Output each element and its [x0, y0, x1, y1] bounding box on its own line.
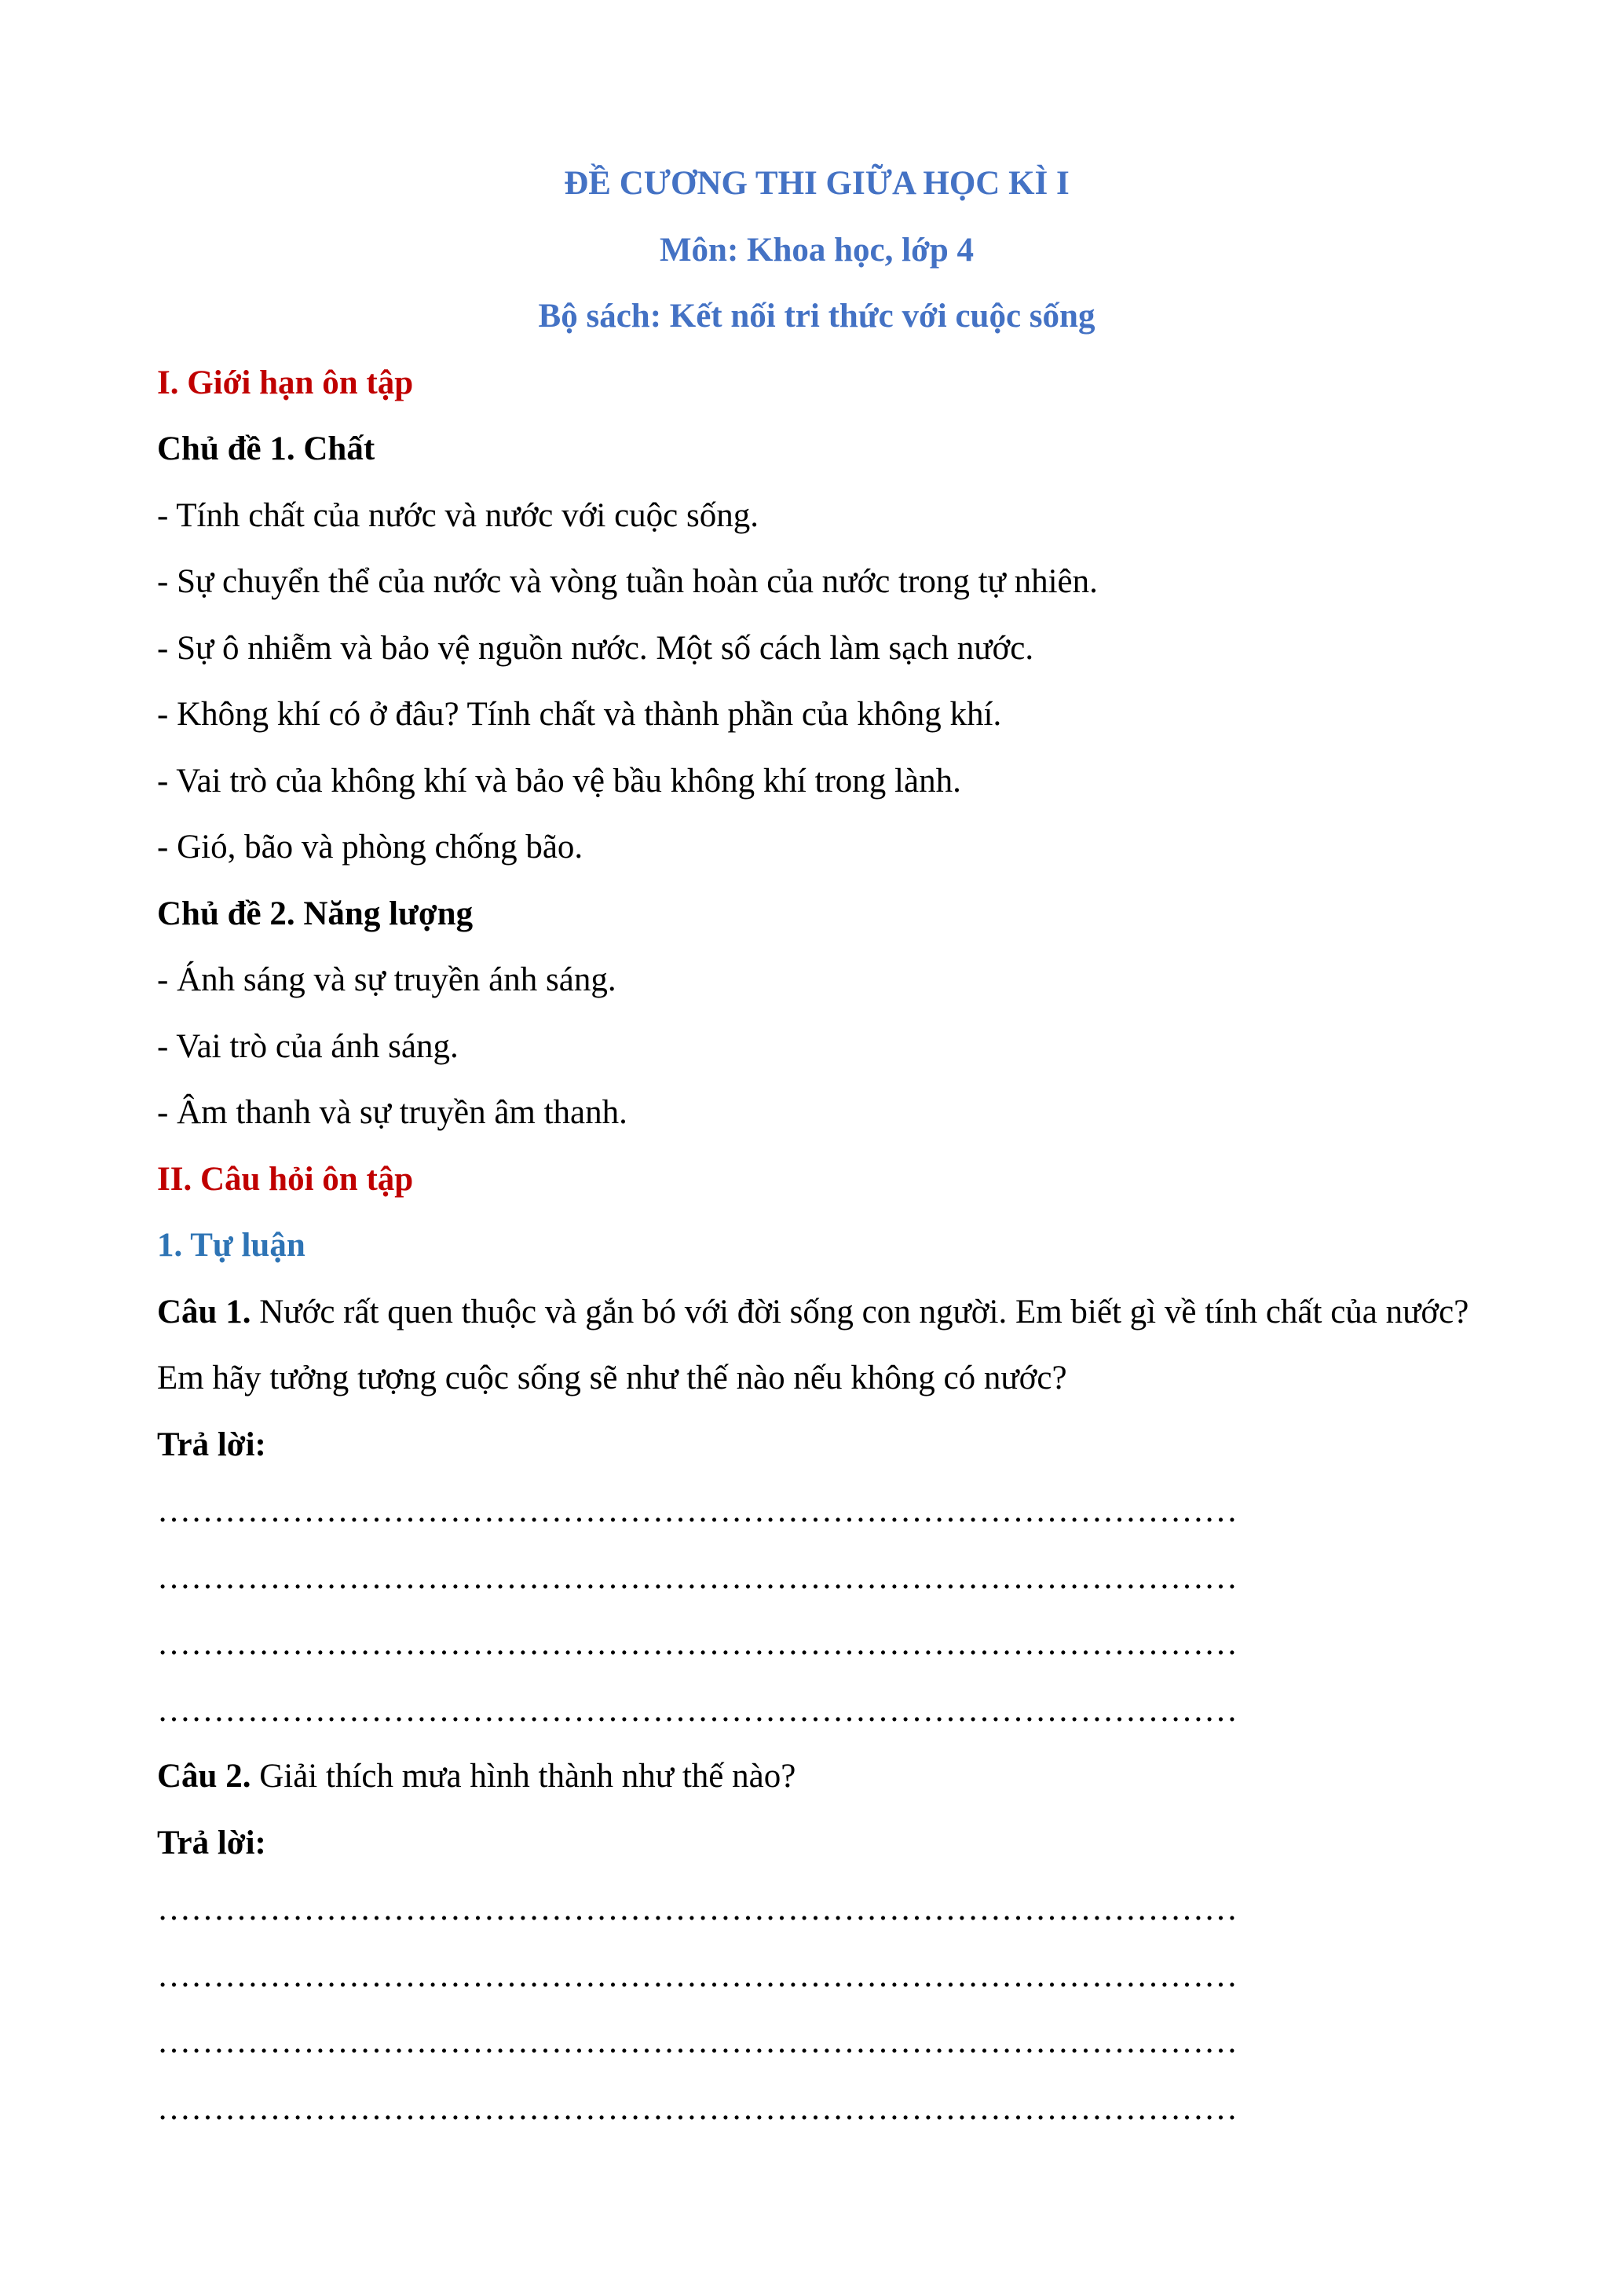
answer-line[interactable]: …………………………………………………………………………………… [157, 1492, 1238, 1529]
question-2-label: Câu 2. [157, 1758, 251, 1795]
section-1-heading: I. Giới hạn ôn tập [157, 364, 414, 401]
question-2-answer-label: Trả lời: [157, 1824, 266, 1861]
question-2-text: Giải thích mưa hình thành như thế nào? [251, 1758, 796, 1795]
topic-2-title: Chủ đề 2. Năng lượng [157, 895, 474, 932]
topic-1-item: - Không khí có ở đâu? Tính chất và thành phần của không khí. [157, 696, 1002, 733]
question-1-label: Câu 1. [157, 1293, 251, 1331]
answer-line[interactable]: …………………………………………………………………………………… [157, 2089, 1238, 2127]
topic-2-item: - Âm thanh và sự truyền âm thanh. [157, 1094, 627, 1131]
topic-1-item: - Tính chất của nước và nước với cuộc sống. [157, 496, 759, 534]
answer-line[interactable]: …………………………………………………………………………………… [157, 2023, 1238, 2060]
topic-1-item: - Sự ô nhiễm và bảo vệ nguồn nước. Một số cách làm sạch nước. [157, 629, 1034, 667]
question-1-answer-label: Trả lời: [157, 1426, 266, 1463]
answer-line[interactable]: …………………………………………………………………………………… [157, 1691, 1238, 1729]
question-2 [157, 1744, 1476, 1810]
topic-2-item: - Vai trò của ánh sáng. [157, 1027, 459, 1065]
topic-1-item: - Vai trò của không khí và bảo vệ bầu không khí trong lành. [157, 762, 961, 800]
topic-1-title: Chủ đề 1. Chất [157, 430, 375, 467]
document-subject: Môn: Khoa học, lớp 4 [659, 231, 975, 269]
subsection-essay-heading: 1. Tự luận [157, 1227, 305, 1264]
answer-line[interactable]: …………………………………………………………………………………… [157, 1558, 1238, 1596]
question-1 [157, 1279, 1476, 1412]
topic-2-item: - Ánh sáng và sự truyền ánh sáng. [157, 961, 616, 998]
document-title: ĐỀ CƯƠNG THI GIỮA HỌC KÌ I [564, 165, 1070, 202]
document-content [157, 151, 1476, 2142]
topic-1-item: - Sự chuyển thể của nước và vòng tuần hoàn của nước trong tự nhiên. [157, 563, 1098, 600]
answer-line[interactable]: …………………………………………………………………………………… [157, 1956, 1238, 1994]
topic-1-item: - Gió, bão và phòng chống bão. [157, 829, 583, 866]
answer-line[interactable]: …………………………………………………………………………………… [157, 1891, 1238, 1927]
section-2-heading: II. Câu hỏi ôn tập [157, 1160, 414, 1198]
document-book: Bộ sách: Kết nối tri thức với cuộc sống [538, 298, 1095, 335]
question-1-text: Nước rất quen thuộc và gắn bó với đời sống con người. Em biết gì về tính chất của nước? Em hãy tưởng tượng cuộc sống sẽ như thế nào nếu không có nước? [157, 1293, 1469, 1396]
answer-line[interactable]: …………………………………………………………………………………… [157, 1625, 1238, 1662]
